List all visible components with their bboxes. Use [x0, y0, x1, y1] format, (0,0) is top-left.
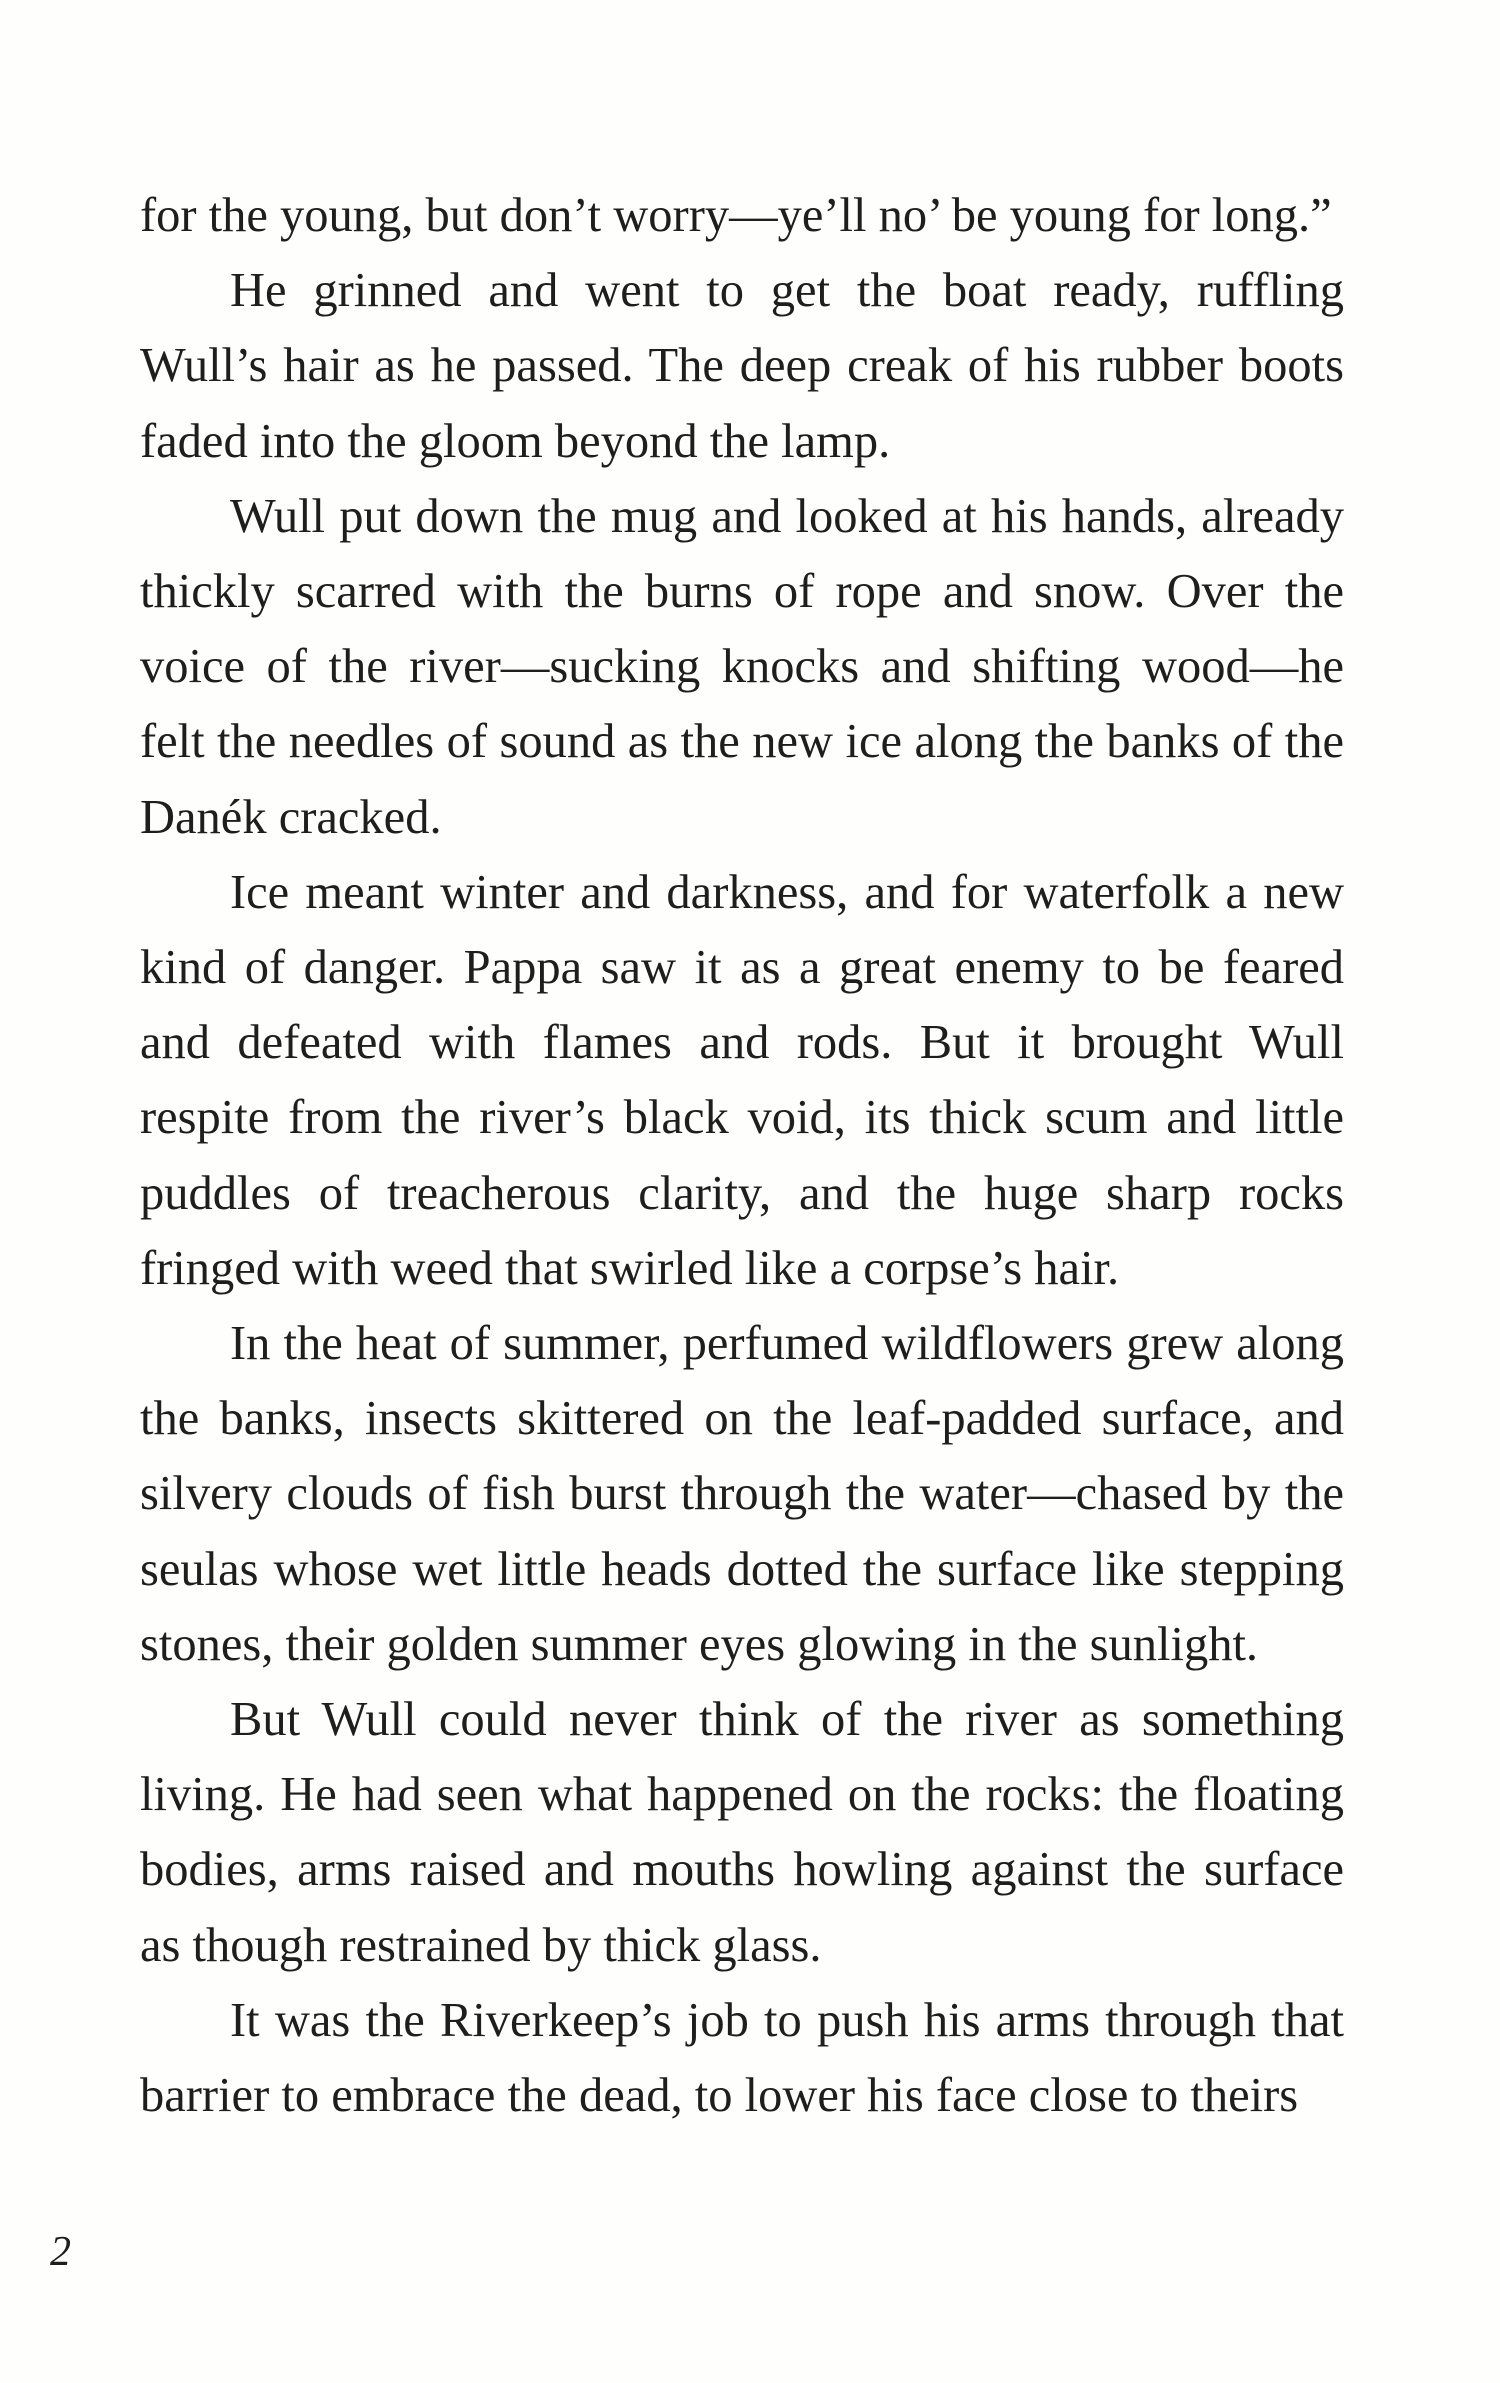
paragraph-4: Ice meant winter and darkness, and for waterfolk a new kind of danger. Pappa saw it as a great enemy to be feared and defeated with flames and rods. But it brought Wull respite from the river’s black void, its thick scum and little puddles of treacherous clarity, and the huge sharp rocks fringed with weed that swirled like a corpse’s hair. [140, 865, 1344, 1295]
paragraph-1: for the young, but don’t worry—ye’ll no’ be young for long.” [140, 189, 1332, 242]
page-number: 2 [50, 2229, 71, 2275]
paragraph-7: It was the Riverkeep’s job to push his arms through that barrier to embrace the dead, to lower his face close to theirs [140, 1993, 1344, 2123]
body-text [140, 178, 1344, 2133]
paragraph-3: Wull put down the mug and looked at his hands, already thickly scarred with the burns of rope and snow. Over the voice of the river—sucking knocks and shifting wood—he felt the needles of sound as the new ice along the banks of the Danék cracked. [140, 489, 1344, 844]
paragraph-2: He grinned and went to get the boat ready, ruffling Wull’s hair as he passed. The deep creak of his rubber boots faded into the gloom beyond the lamp. [140, 264, 1344, 468]
paragraph-5: In the heat of summer, perfumed wildflowers grew along the banks, insects skittered on the leaf-padded surface, and silvery clouds of fish burst through the water—chased by the seulas whose wet little heads dotted the surface like stepping stones, their golden summer eyes glowing in the sunlight. [140, 1317, 1344, 1671]
paragraph-6: But Wull could never think of the river as something living. He had seen what happened on the rocks: the floating bodies, arms raised and mouths howling against the surface as though restrained by thick glass. [140, 1693, 1344, 1972]
